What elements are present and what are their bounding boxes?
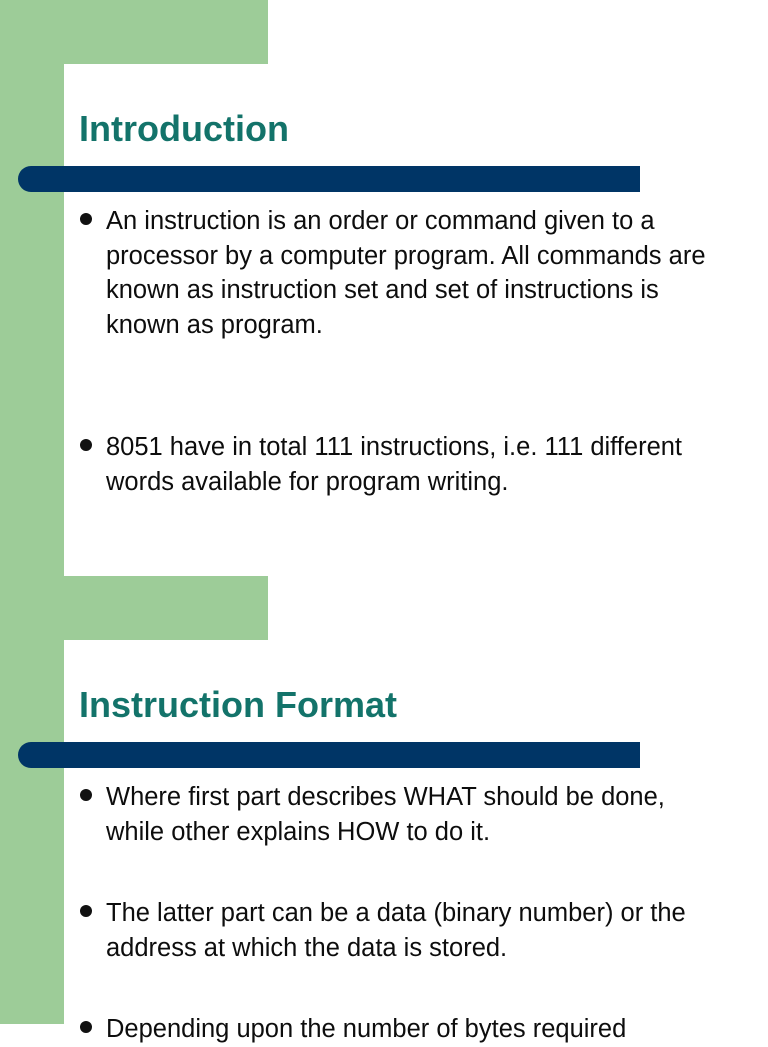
bullet-dot-icon [80,905,92,917]
bullet-text: The latter part can be a data (binary number) or the address at which the data is stored. [106,899,686,962]
slide-title: Introduction [79,108,289,149]
green-side-strip [0,64,64,576]
green-side-strip [0,640,64,1024]
bullet-dot-icon [80,789,92,801]
bullet-item [78,1012,718,1047]
green-accent-bar [0,0,268,64]
bullet-dot-icon [80,1021,92,1033]
bullet-text: An instruction is an order or command given to a processor by a computer program. All commands are known as instruction set and set of instructions is known as program. [106,207,706,339]
bullet-item [78,430,718,499]
bullet-text: 8051 have in total 111 instructions, i.e. 111 different words available for program writing. [106,433,683,496]
slide-title: Instruction Format [79,684,398,725]
title-divider [18,742,640,768]
bullet-text: Depending upon the number of bytes required [106,1015,627,1043]
bullet-dot-icon [80,439,92,451]
bullet-item [78,896,718,965]
slide-instruction-format [0,576,768,1043]
bullet-list [78,780,718,1047]
bullet-item [78,780,718,849]
bullet-dot-icon [80,213,92,225]
title-divider [18,166,640,192]
bullet-list [78,204,718,499]
green-accent-bar [0,576,268,640]
bullet-text: Where first part describes WHAT should be done, while other explains HOW to do it. [106,783,665,846]
bullet-item [78,204,718,342]
